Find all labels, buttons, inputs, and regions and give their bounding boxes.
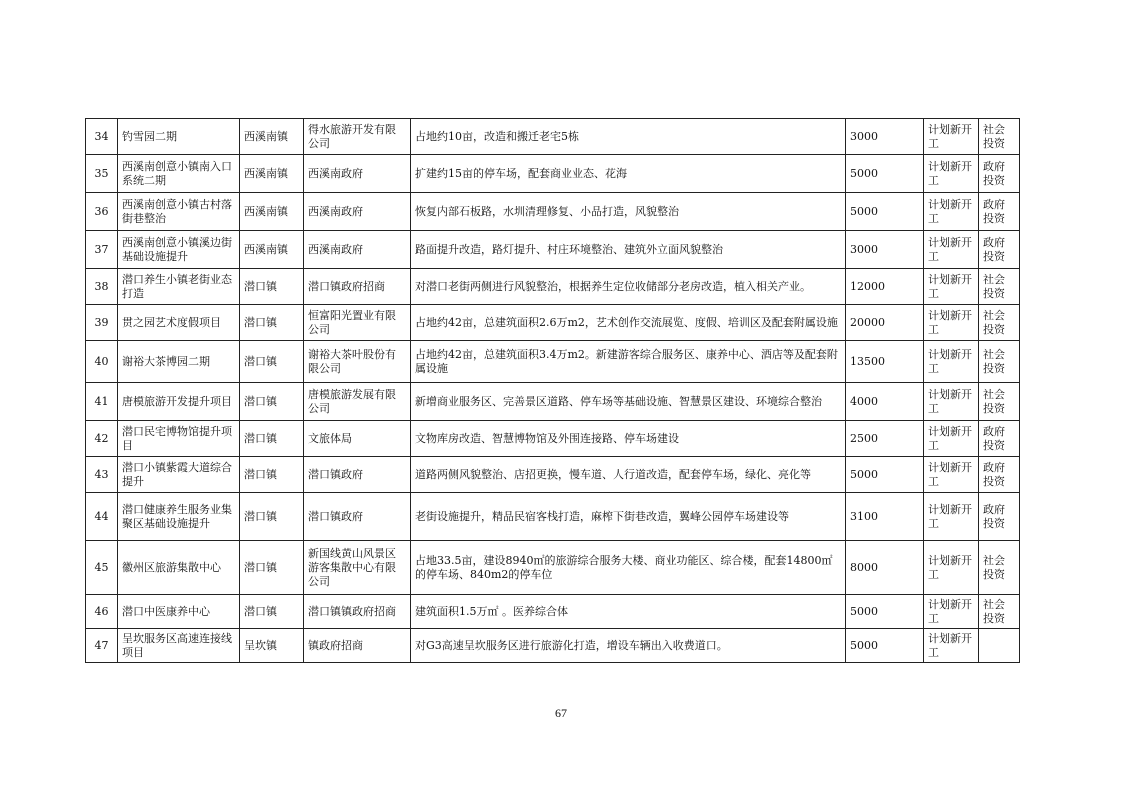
table-row — [86, 457, 1020, 493]
investment-cell: 3000 — [846, 119, 924, 155]
stage-cell: 计划新开工 — [924, 305, 979, 341]
funding-cell: 社会投资 — [979, 341, 1020, 383]
row-number-cell: 41 — [86, 383, 118, 421]
project-name-cell: 谢裕大茶博园二期 — [118, 341, 240, 383]
town-cell: 潜口镇 — [240, 541, 304, 595]
project-name-cell: 呈坎服务区高速连接线项目 — [118, 629, 240, 663]
stage-cell: 计划新开工 — [924, 269, 979, 305]
row-number-cell: 39 — [86, 305, 118, 341]
content-cell: 占地约42亩，总建筑面积3.4万m2。新建游客综合服务区、康养中心、酒店等及配套附属设施 — [411, 341, 846, 383]
town-cell: 潜口镇 — [240, 341, 304, 383]
owner-cell: 潜口镇镇政府招商 — [304, 595, 411, 629]
table-row — [86, 269, 1020, 305]
content-cell: 对G3高速呈坎服务区进行旅游化打造，增设车辆出入收费道口。 — [411, 629, 846, 663]
content-cell: 文物库房改造、智慧博物馆及外围连接路、停车场建设 — [411, 421, 846, 457]
investment-cell: 13500 — [846, 341, 924, 383]
investment-cell: 12000 — [846, 269, 924, 305]
owner-cell: 西溪南政府 — [304, 155, 411, 193]
stage-cell: 计划新开工 — [924, 595, 979, 629]
owner-cell: 新国线黄山风景区游客集散中心有限公司 — [304, 541, 411, 595]
content-cell: 老街设施提升，精品民宿客栈打造，麻榨下街巷改造，翼峰公园停车场建设等 — [411, 493, 846, 541]
investment-cell: 8000 — [846, 541, 924, 595]
stage-cell: 计划新开工 — [924, 193, 979, 231]
row-number-cell: 36 — [86, 193, 118, 231]
row-number-cell: 45 — [86, 541, 118, 595]
row-number-cell: 34 — [86, 119, 118, 155]
funding-cell — [979, 629, 1020, 663]
project-name-cell: 徽州区旅游集散中心 — [118, 541, 240, 595]
table-row — [86, 341, 1020, 383]
stage-cell: 计划新开工 — [924, 457, 979, 493]
stage-cell: 计划新开工 — [924, 383, 979, 421]
investment-cell: 3000 — [846, 231, 924, 269]
investment-cell: 5000 — [846, 155, 924, 193]
owner-cell: 潜口镇政府 — [304, 457, 411, 493]
row-number-cell: 46 — [86, 595, 118, 629]
owner-cell: 恒富阳光置业有限公司 — [304, 305, 411, 341]
investment-cell: 5000 — [846, 629, 924, 663]
content-cell: 占地约42亩，总建筑面积2.6万m2，艺术创作交流展览、度假、培训区及配套附属设施 — [411, 305, 846, 341]
investment-cell: 5000 — [846, 193, 924, 231]
stage-cell: 计划新开工 — [924, 155, 979, 193]
owner-cell: 西溪南政府 — [304, 193, 411, 231]
project-name-cell: 潜口养生小镇老街业态打造 — [118, 269, 240, 305]
funding-cell: 政府投资 — [979, 231, 1020, 269]
town-cell: 西溪南镇 — [240, 193, 304, 231]
funding-cell: 社会投资 — [979, 305, 1020, 341]
table-row — [86, 193, 1020, 231]
funding-cell: 政府投资 — [979, 421, 1020, 457]
project-name-cell: 潜口小镇紫霞大道综合提升 — [118, 457, 240, 493]
investment-cell: 2500 — [846, 421, 924, 457]
owner-cell: 镇政府招商 — [304, 629, 411, 663]
content-cell: 建筑面积1.5万㎡ 。医养综合体 — [411, 595, 846, 629]
table-row — [86, 541, 1020, 595]
funding-cell: 社会投资 — [979, 595, 1020, 629]
town-cell: 潜口镇 — [240, 595, 304, 629]
town-cell: 潜口镇 — [240, 305, 304, 341]
project-name-cell: 贯之园艺术度假项目 — [118, 305, 240, 341]
investment-cell: 5000 — [846, 457, 924, 493]
funding-cell: 政府投资 — [979, 155, 1020, 193]
content-cell: 路面提升改造，路灯提升、村庄环境整治、建筑外立面风貌整治 — [411, 231, 846, 269]
owner-cell: 潜口镇政府招商 — [304, 269, 411, 305]
table-row — [86, 421, 1020, 457]
town-cell: 潜口镇 — [240, 421, 304, 457]
owner-cell: 唐模旅游发展有限公司 — [304, 383, 411, 421]
project-name-cell: 西溪南创意小镇溪边街基础设施提升 — [118, 231, 240, 269]
table-row — [86, 231, 1020, 269]
content-cell: 占地33.5亩，建设8940㎡的旅游综合服务大楼、商业功能区、综合楼，配套14800㎡的停车场、840m2的停车位 — [411, 541, 846, 595]
investment-cell: 20000 — [846, 305, 924, 341]
funding-cell: 社会投资 — [979, 269, 1020, 305]
town-cell: 西溪南镇 — [240, 155, 304, 193]
owner-cell: 西溪南政府 — [304, 231, 411, 269]
town-cell: 西溪南镇 — [240, 231, 304, 269]
stage-cell: 计划新开工 — [924, 541, 979, 595]
project-name-cell: 钓雪园二期 — [118, 119, 240, 155]
content-cell: 扩建约15亩的停车场，配套商业业态、花海 — [411, 155, 846, 193]
row-number-cell: 44 — [86, 493, 118, 541]
stage-cell: 计划新开工 — [924, 341, 979, 383]
town-cell: 潜口镇 — [240, 269, 304, 305]
project-name-cell: 潜口民宅博物馆提升项目 — [118, 421, 240, 457]
investment-cell: 3100 — [846, 493, 924, 541]
page-number: 67 — [555, 706, 567, 720]
row-number-cell: 40 — [86, 341, 118, 383]
investment-cell: 5000 — [846, 595, 924, 629]
investment-cell: 4000 — [846, 383, 924, 421]
owner-cell: 文旅体局 — [304, 421, 411, 457]
row-number-cell: 42 — [86, 421, 118, 457]
town-cell: 潜口镇 — [240, 457, 304, 493]
table-row — [86, 119, 1020, 155]
row-number-cell: 35 — [86, 155, 118, 193]
row-number-cell: 38 — [86, 269, 118, 305]
town-cell: 呈坎镇 — [240, 629, 304, 663]
funding-cell: 社会投资 — [979, 119, 1020, 155]
funding-cell: 政府投资 — [979, 457, 1020, 493]
project-table — [85, 118, 1020, 663]
table-row — [86, 493, 1020, 541]
stage-cell: 计划新开工 — [924, 231, 979, 269]
table-row — [86, 383, 1020, 421]
project-name-cell: 西溪南创意小镇南入口系统二期 — [118, 155, 240, 193]
project-name-cell: 潜口中医康养中心 — [118, 595, 240, 629]
content-cell: 占地约10亩，改造和搬迁老宅5栋 — [411, 119, 846, 155]
content-cell: 对潜口老街两侧进行风貌整治，根据养生定位收储部分老房改造，植入相关产业。 — [411, 269, 846, 305]
project-name-cell: 西溪南创意小镇古村落街巷整治 — [118, 193, 240, 231]
owner-cell: 得水旅游开发有限公司 — [304, 119, 411, 155]
content-cell: 新增商业服务区、完善景区道路、停车场等基础设施、智慧景区建设、环境综合整治 — [411, 383, 846, 421]
content-cell: 道路两侧风貌整治、店招更换，慢车道、人行道改造，配套停车场，绿化、亮化等 — [411, 457, 846, 493]
stage-cell: 计划新开工 — [924, 629, 979, 663]
row-number-cell: 47 — [86, 629, 118, 663]
table-row — [86, 155, 1020, 193]
project-name-cell: 唐模旅游开发提升项目 — [118, 383, 240, 421]
table-row — [86, 629, 1020, 663]
town-cell: 西溪南镇 — [240, 119, 304, 155]
owner-cell: 谢裕大茶叶股份有限公司 — [304, 341, 411, 383]
owner-cell: 潜口镇政府 — [304, 493, 411, 541]
funding-cell: 社会投资 — [979, 383, 1020, 421]
funding-cell: 政府投资 — [979, 193, 1020, 231]
funding-cell: 社会投资 — [979, 541, 1020, 595]
row-number-cell: 37 — [86, 231, 118, 269]
stage-cell: 计划新开工 — [924, 119, 979, 155]
town-cell: 潜口镇 — [240, 383, 304, 421]
funding-cell: 政府投资 — [979, 493, 1020, 541]
project-name-cell: 潜口健康养生服务业集聚区基础设施提升 — [118, 493, 240, 541]
table-row — [86, 305, 1020, 341]
table-row — [86, 595, 1020, 629]
town-cell: 潜口镇 — [240, 493, 304, 541]
stage-cell: 计划新开工 — [924, 493, 979, 541]
row-number-cell: 43 — [86, 457, 118, 493]
content-cell: 恢复内部石板路，水圳清理修复、小品打造，风貌整治 — [411, 193, 846, 231]
stage-cell: 计划新开工 — [924, 421, 979, 457]
